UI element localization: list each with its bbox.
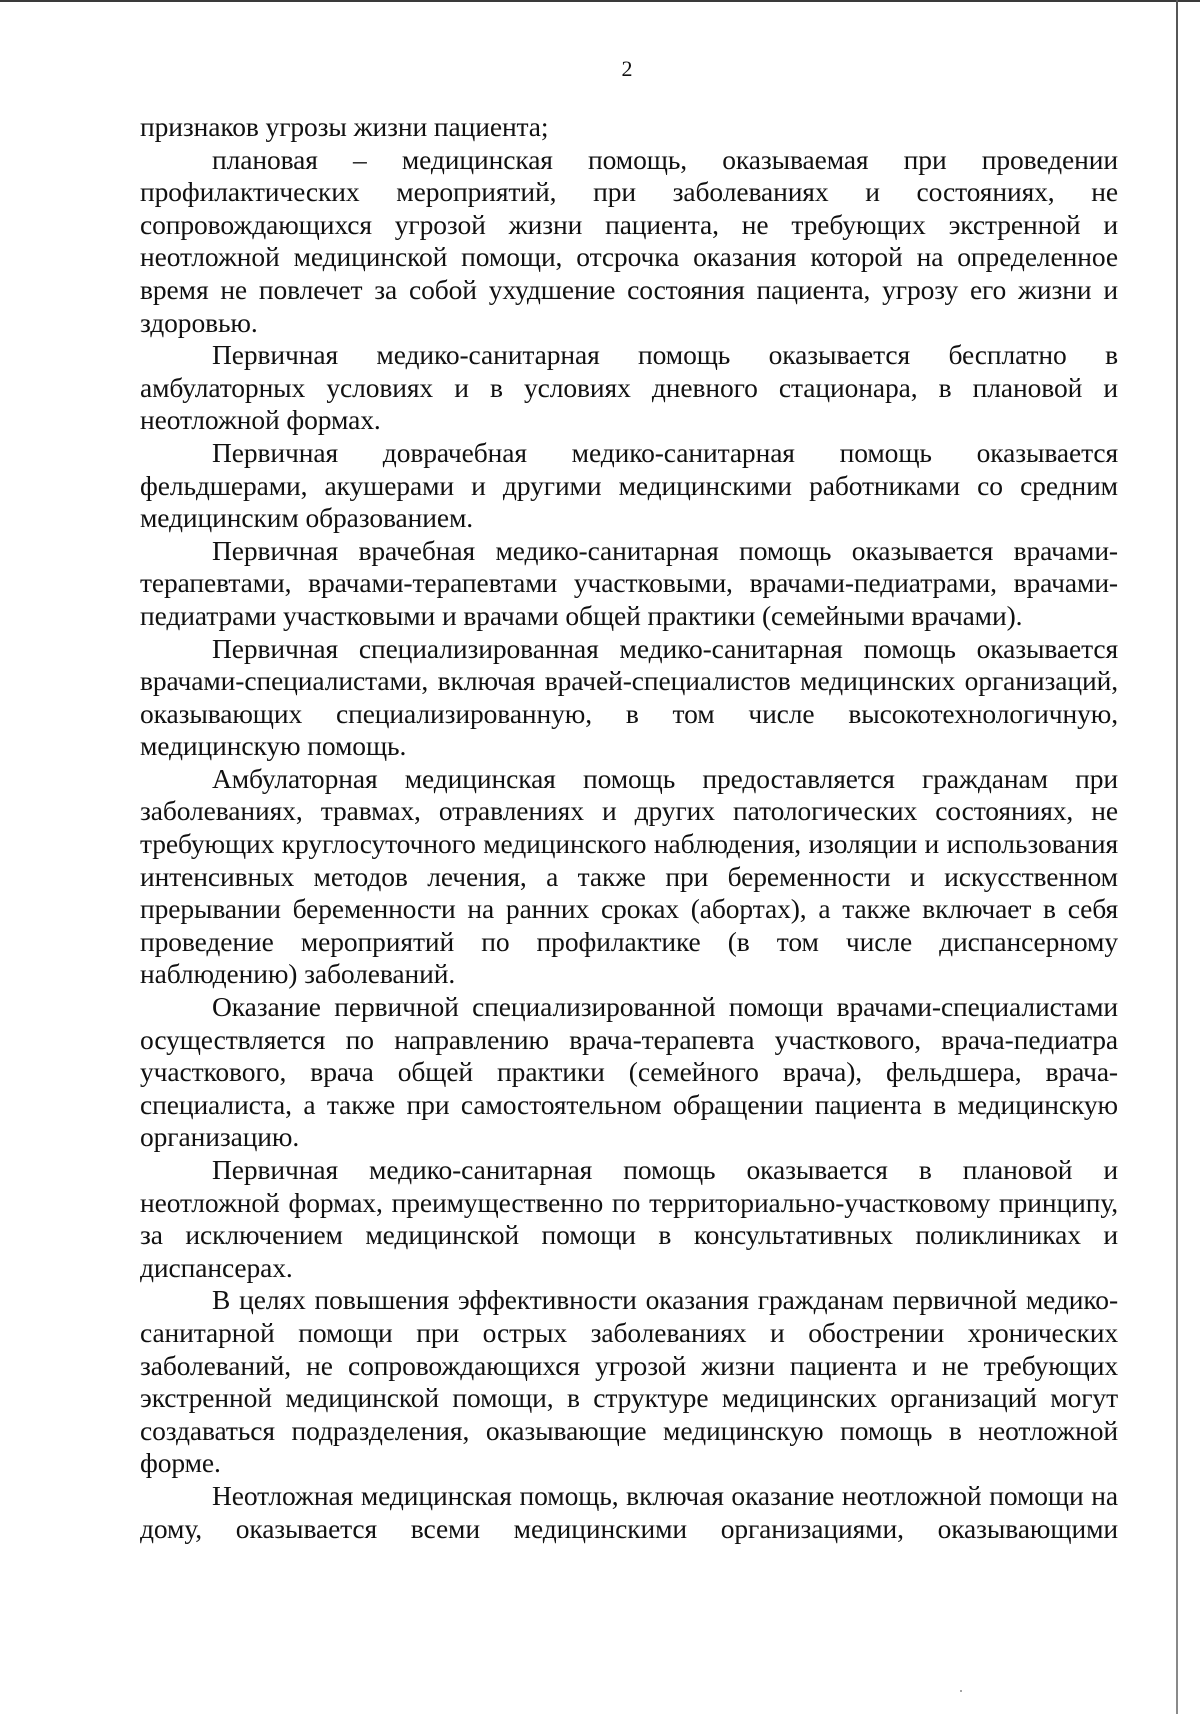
paragraph-1-continuation: признаков угрозы жизни пациента;: [140, 111, 549, 142]
scan-top-edge: [0, 0, 1200, 2]
scan-right-edge: [1176, 0, 1178, 1714]
paragraph-outpatient-care: Амбулаторная медицинская помощь предоставляется гражданам при заболеваниях, травмах, отравлениях и других патологических состояниях, не требующих круглосуточного медицинского наблюдения, изоляции и использования интенсивных методов лечения, а также при беременности и искусственном прерывании беременности на ранних сроках (абортах), а также включает в себя проведение мероприятий по профилактике (в том числе диспансерному наблюдению) заболеваний.: [140, 762, 1118, 990]
paragraph-planned-care-definition: плановая – медицинская помощь, оказываемая при проведении профилактических мероприятий, при заболеваниях и состояниях, не сопровождающихся угрозой жизни пациента, не требующих экстренной и неотложной медицинской помощи, отсрочка оказания которой на определенное время не повлечет за собой ухудшение состояния пациента, угрозу его жизни и здоровью.: [140, 143, 1118, 338]
scan-speck: [960, 1690, 962, 1692]
paragraph-specialized-primary-care: Первичная специализированная медико-санитарная помощь оказывается врачами-специалистами, включая врачей-специалистов медицинских организаций, оказывающих специализированную, в том числе высокотехнологичную, медицинскую помощь.: [140, 632, 1118, 762]
paragraph-territorial-principle: Первичная медико-санитарная помощь оказывается в плановой и неотложной формах, преимущественно по территориально-участковому принципу, за исключением медицинской помощи в консультативных поликлиниках и диспансерах.: [140, 1154, 1118, 1283]
paragraph-urgent-care-at-home: Неотложная медицинская помощь, включая оказание неотложной помощи на дому, оказывается всеми медицинскими организациями, оказывающими: [140, 1479, 1118, 1544]
paragraph-primary-care-free: Первичная медико-санитарная помощь оказывается бесплатно в амбулаторных условиях и в условиях дневного стационара, в плановой и неотложной формах.: [140, 339, 1118, 436]
paragraph-urgent-care-units: В целях повышения эффективности оказания гражданам первичной медико-санитарной помощи при острых заболеваниях и обострении хронических заболеваний, не сопровождающихся угрозой жизни пациента и не требующих экстренной медицинской помощи, в структуре медицинских организаций могут создаваться подразделения, оказывающие медицинскую помощь в неотложной форме.: [140, 1284, 1118, 1479]
page-number: 2: [621, 56, 633, 81]
paragraph-pre-medical-care: Первичная доврачебная медико-санитарная помощь оказывается фельдшерами, акушерами и другими медицинскими работниками со средним медицинским образованием.: [140, 436, 1118, 534]
paragraph-medical-primary-care: Первичная врачебная медико-санитарная помощь оказывается врачами-терапевтами, врачами-терапевтами участковыми, врачами-педиатрами, врачами-педиатрами участковыми и врачами общей практики (семейными врачами).: [140, 534, 1118, 631]
paragraph-specialist-referral: Оказание первичной специализированной помощи врачами-специалистами осуществляется по направлению врача-терапевта участкового, врача-педиатра участкового, врача общей практики (семейного врача), фельдшера, врача-специалиста, а также при самостоятельном обращении пациента в медицинскую организацию.: [140, 991, 1118, 1153]
document-body: [140, 111, 1118, 1545]
